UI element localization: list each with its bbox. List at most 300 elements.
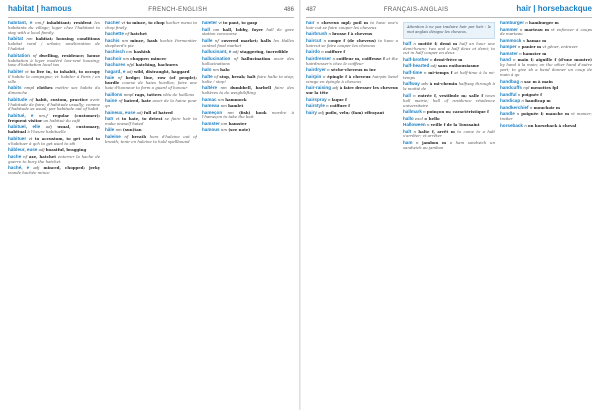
entry-example: habitation à loyer modéré low-rent housing; taxe d'habitation local tax [8,57,100,68]
entry-part-of-speech: excl [414,115,423,121]
dictionary-entry [500,93,592,98]
left-section-title: FRENCH-ENGLISH [148,7,208,13]
dictionary-entry [500,124,592,129]
right-page-number: 487 [306,7,317,13]
entry-translation: to hate, to detest [121,116,163,122]
entry-translation: halo [220,67,230,73]
entry-headword: handkerchief [500,104,529,110]
dictionary-entry [202,111,294,121]
entry-part-of-speech: nm [217,96,225,102]
entry-translation: halte f, arrêt m [418,128,455,134]
dictionary-entry [500,21,592,26]
entry-headword: half-hearted [403,63,430,69]
entry-part-of-speech: n [321,49,324,55]
entry-headword: hair-raising [306,85,332,91]
dictionary-entry [8,37,100,52]
dictionary-entry [306,39,398,49]
right-column-1 [306,21,398,407]
entry-headword: hairdryer [306,67,326,73]
entry-translation: sans enthousiasme [437,63,480,69]
dictionary-entry [105,111,197,116]
entry-part-of-speech: nfpl [126,62,135,68]
dictionary-entry [8,98,100,113]
left-column-3 [202,21,294,407]
entry-part-of-speech: nf [214,37,219,43]
entry-headword: hache [8,153,22,159]
entry-part-of-speech: nm [220,85,227,91]
dictionary-entry [202,68,294,73]
entry-headword: handicap [500,98,521,104]
entry-part-of-speech: adj [45,124,52,130]
dictionary-entry [306,57,398,67]
entry-translation: hatchet [130,31,147,37]
entry-part-of-speech: adj [232,49,239,55]
entry-part-of-speech: n [521,98,524,104]
entry-example: faire des haltères to do weightlifting [202,85,294,96]
entry-translation: inhabitant; resident [46,21,92,25]
entry-headword: hachisch [105,49,125,55]
entry-headword: Halloween [403,122,426,128]
dictionary-entry [500,39,592,44]
entry-headword: hâbleur, euse [8,147,38,153]
entry-part-of-speech: n [323,73,326,79]
entry-headword: hamper [500,44,517,50]
entry-example: by hand à la main; on the other hand d'autre part; to give sb a hand donner un coup de main à qn [500,62,592,78]
entry-headword: haie [105,75,115,81]
entry-translation: to pant, to gasp [223,21,258,25]
entry-translation: hashish [133,49,151,55]
dictionary-entry [105,76,197,91]
entry-translation: poignée f [521,91,542,97]
entry-example: il habite la campagne; vi: habiter à Paris / en ville [8,73,100,84]
entry-headword: hallucinant, e [202,49,232,55]
entry-part-of-speech: n [327,67,330,73]
entry-translation: chopper; mincer [130,55,167,61]
left-running-head [8,4,294,18]
entry-translation: dwelling, residence; house [39,52,100,58]
dictionary-entry [8,148,100,153]
entry-headword: haine [105,98,117,104]
entry-example: hairpin bend virage en épingle à cheveux [306,73,398,84]
entry-part-of-speech: adj [136,109,143,115]
entry-part-of-speech: nf [117,75,122,81]
entry-translation: veille f de la Toussaint [430,122,480,128]
entry-part-of-speech: adv [421,81,429,87]
entry-example: faire halte to stop; halte ! stop! [202,73,294,84]
dictionary-entry [500,58,592,78]
entry-headword: hairspray [306,96,327,102]
dictionary-entry [8,70,100,85]
right-column-3 [500,21,592,407]
entry-translation: stop, break; halt [219,73,256,79]
dictionary-entry [403,117,495,122]
right-columns [306,21,592,407]
entry-example: vt gêner, entraver [542,44,578,50]
entry-translation: = hello [424,115,440,121]
entry-translation: hamburger m [529,21,559,25]
entry-headword: handbag [500,78,520,84]
entry-headword: hamous [202,127,220,133]
entry-translation: sac m à main [524,78,553,84]
entry-headword: haleter [202,21,218,25]
entry-headword: habitué, e [8,112,34,118]
entry-headword: hallmark [403,109,422,115]
entry-headword: hamburger [500,21,524,25]
entry-example: à l'heure habituelle [27,129,66,135]
entry-part-of-speech: adj [332,85,339,91]
dictionary-entry [202,39,294,49]
dictionary-entry [202,86,294,96]
entry-part-of-speech: n [316,21,320,25]
entry-headword: habituel, elle [8,124,41,130]
entry-translation: mouchoir m [533,104,560,110]
entry-headword: hâle [105,127,115,133]
entry-translation: axe, hatchet [28,153,57,159]
entry-part-of-speech: n [327,96,331,102]
entry-translation: demi-frère m [433,56,463,62]
entry-part-of-speech: adj [126,68,133,74]
entry-translation: boastful, bragging [45,147,87,153]
dictionary-entry [8,86,100,96]
entry-part-of-speech: adj [430,63,437,69]
entry-part-of-speech: nm [126,49,133,55]
dictionary-entry [202,57,294,67]
entry-translation: full of hatred [143,109,173,115]
entry-example: half an hour une demi-heure; two and a half deux et demi; to cut in half couper en deux [403,40,495,56]
entry-translation: dumbbell, barbell [230,85,272,91]
dictionary-entry [105,21,197,31]
entry-example: hachis Parmentier shepherd's pie [105,37,197,48]
entry-part-of-speech: n [426,122,430,128]
entry-translation: panier m [521,44,542,50]
dictionary-entry [403,110,495,115]
entry-headword: hand [500,57,511,63]
entry-translation: (sun)tan [122,127,142,133]
right-section-title: FRANÇAIS-ANGLAIS [383,7,449,13]
entry-part-of-speech: vt [28,135,33,141]
entry-part-of-speech: nm [121,37,129,43]
entry-part-of-speech: nm [115,127,122,133]
entry-headword: habituer [8,135,27,141]
entry-part-of-speech: n [519,50,522,56]
entry-part-of-speech: adj [38,147,45,153]
entry-headword: hairdresser [306,55,332,61]
dictionary-entry [105,93,197,98]
dictionary-entry [202,98,294,103]
entry-part-of-speech: npl [523,85,530,91]
right-column-2-entries [403,42,495,151]
entry-headword: haltère [202,85,218,91]
entry-part-of-speech: nf [233,55,238,61]
dictionary-entry [306,50,398,55]
entry-headword: handcuffs [500,85,522,91]
dictionary-entry [306,68,398,73]
dictionary-entry [8,166,100,176]
entry-part-of-speech: nf [124,133,129,139]
entry-translation: hallucination [241,55,271,61]
entry-headword: hall [403,92,411,98]
dictionary-entry [105,128,197,133]
entry-translation: moitié f; demi m [418,40,458,46]
dictionary-entry [306,98,398,103]
dictionary-entry [105,99,197,109]
dictionary-entry [105,117,197,127]
entry-part-of-speech: nm [220,103,227,109]
entry-headword: hair [306,21,315,25]
entry-translation: hamlet [228,103,244,109]
entry-headword: ham [403,139,413,145]
dictionary-entry [105,39,197,49]
entry-translation: wild, distraught, haggard [133,68,190,74]
entry-part-of-speech: n [332,55,335,61]
dictionary-entry [500,106,592,111]
entry-part-of-speech: n [513,57,516,63]
entry-example: vt manier; traiter [500,111,592,122]
entry-translation: brosse f à cheveux [332,31,373,37]
dictionary-entry [500,80,592,85]
dictionary-entry [500,86,592,91]
entry-translation: hamster [228,120,247,126]
entry-translation: clothes [36,85,53,91]
entry-translation: coiffure f [325,49,346,55]
dictionary-entry [306,86,398,96]
entry-translation: regular (customer); frequent visitor [8,112,100,123]
entry-translation: habitat; housing conditions [35,36,100,42]
entry-example: mettre ses habits du dimanche [8,85,100,96]
entry-headword: hagard, e [105,68,126,74]
entry-translation: (fish) hook [238,109,267,115]
entry-part-of-speech: n [517,44,521,50]
right-guide-word: hair | horsebackque [516,4,592,13]
entry-example: to come to a halt s'arrêter; vt arrêter [403,128,495,139]
entry-headword: habitat [8,36,24,42]
entry-headword: halle [202,37,213,43]
entry-part-of-speech: vt [115,116,120,122]
entry-part-of-speech: n [525,21,528,25]
entry-headword: half [403,40,412,46]
entry-translation: rags, tatters [134,91,162,97]
entry-translation: to live in, to inhabit, to occupy [30,68,100,74]
entry-translation: jambon m [422,139,447,145]
entry-example: s'habituer à qch to get used to sth [8,140,76,146]
entry-part-of-speech: nm [221,120,228,126]
entry-translation: à mi-chemin [429,81,458,87]
entry-translation: épingle f à cheveux [327,73,371,79]
entry-translation: to mince, to chop [126,21,165,25]
entry-translation: à faire dresser les cheveux sur la tête [306,85,398,96]
entry-part-of-speech: nm [212,67,219,73]
entry-example: les Halles central food market [202,37,294,48]
dictionary-entry [8,21,100,36]
entry-translation: breath [131,133,147,139]
entry-example: viande hachée mince [8,170,50,175]
entry-headword: hairy [306,109,317,115]
entry-part-of-speech: n [413,40,416,46]
entry-headword: halt [403,128,412,134]
entry-translation: menottes fpl [530,85,559,91]
dictionary-entry [105,32,197,37]
dictionary-entry [403,71,495,81]
entry-example: avoir des hallucinations [202,55,294,66]
entry-example: un habitué du café [43,117,81,123]
entry-part-of-speech: nmpl [123,91,134,97]
entry-headword: hallo [403,115,414,121]
entry-part-of-speech: nmpl [24,85,35,91]
entry-example: town hall mairie; hall of residence résidence universitaire [403,92,495,108]
entry-part-of-speech: nf [214,73,219,79]
entry-part-of-speech: nm [26,36,33,42]
entry-translation: marteau m [524,26,549,32]
entry-headword: halfway [403,81,420,87]
dictionary-entry [8,114,100,124]
entry-example: habitat rural / urbain; amélioration de l'habitat [8,41,100,52]
usage-note-box [403,22,495,39]
entry-translation: entrée f, vestibule m; salle f [417,92,484,98]
entry-part-of-speech: n [529,104,533,110]
right-page [300,0,600,410]
entry-headword: hachette [105,31,124,37]
entry-headword: hameçon [202,109,223,115]
entry-headword: hamster [500,50,518,56]
dictionary-entry [403,82,495,92]
entry-translation: coiffure f [329,103,350,109]
dictionary-entry [8,137,100,147]
dictionary-entry [500,28,592,38]
entry-part-of-speech: n [516,111,520,117]
entry-headword: hachoir [105,55,122,61]
usage-note-text: Attention à ne pas traduire hair par haïr : le mot anglais désigne les cheveux. [407,25,491,34]
entry-headword: habiter [8,68,24,74]
entry-part-of-speech: n [416,139,419,145]
left-columns [8,21,294,407]
entry-translation: hall, lobby, foyer [222,26,264,32]
entry-headword: hacher [105,21,121,25]
entry-example: se faire haïr to make oneself hated [105,116,197,126]
entry-part-of-speech: vt [121,21,126,25]
entry-example: hacher menu to chop finely [105,21,197,30]
entry-translation: coupe f (de cheveux) [328,37,376,43]
entry-translation: covered market; halls [221,37,272,43]
entry-translation: mince, hash [130,37,158,43]
dictionary-entry [306,111,398,116]
entry-example: a ham sandwich un sandwich au jambon [403,139,495,150]
entry-headword: hachis [105,37,120,43]
entry-part-of-speech: nf [118,98,123,104]
dictionary-entry [105,70,197,75]
entry-translation: sèche-cheveux m inv [330,67,376,73]
entry-translation: hamster m [522,50,547,56]
entry-headword: hallucination [202,55,231,61]
entry-part-of-speech: n [326,103,329,109]
entry-headword: habitant, e [8,21,33,25]
entry-part-of-speech: n [413,128,417,134]
entry-part-of-speech: nf [23,153,28,159]
entry-part-of-speech: nm,f [35,21,44,25]
entry-headword: haillons [105,91,123,97]
entry-part-of-speech: nm,f [38,112,48,118]
entry-part-of-speech: n [430,56,433,62]
entry-part-of-speech: vi [218,21,222,25]
entry-headword: hairdo [306,49,321,55]
entry-translation: coiffeur m, coiffeuse f [336,55,385,61]
dictionary-entry [500,52,592,57]
dictionary-entry [500,112,592,122]
dictionary-entry [202,50,294,55]
entry-headword: habitude [8,96,28,102]
entry-headword: haïr [105,116,114,122]
dictionary-entry [8,155,100,165]
entry-headword: haineux, euse [105,109,136,115]
entry-example: to have one's hair cut se faire couper les cheveux [306,21,398,30]
entry-translation: handicap m [525,98,551,104]
dictionary-entry [403,42,495,57]
dictionary-entry [202,28,294,38]
entry-translation: on horseback à cheval [528,122,577,128]
dictionary-entry [403,123,495,128]
entry-headword: haleine [105,133,121,139]
entry-headword: hairstyle [306,103,325,109]
entry-part-of-speech: n [520,78,523,84]
entry-headword: halte [202,73,213,79]
dictionary-entry [202,104,294,109]
left-column-2 [105,21,197,407]
entry-part-of-speech: n [423,109,426,115]
entry-translation: mi-temps f [428,69,453,75]
entry-headword: horseback [500,122,523,128]
entry-translation: hammock [225,96,247,102]
entry-example: les habitants du village; loger chez l'habitant to stay with a local family [8,21,100,35]
dictionary-entry [403,58,495,63]
entry-headword: hachures [105,62,126,68]
dictionary-entry [500,45,592,50]
dictionary-entry [202,122,294,127]
entry-translation: hatred, hate [123,98,151,104]
entry-translation: poignée f; manche m [521,111,570,117]
entry-headword: half-brother [403,56,429,62]
entry-translation: staggering, incredible [239,49,289,55]
entry-translation: hedge; line, row (of people); hurdle [105,75,197,86]
entry-part-of-speech: adj [33,165,40,171]
entry-example: at half-time à la mi-temps [403,69,495,80]
entry-translation: (see note) [228,127,251,133]
dictionary-entry [306,32,398,37]
entry-headword: habitation [8,52,30,58]
entry-part-of-speech: nf [29,96,34,102]
dictionary-entry [500,99,592,104]
entry-example: vêtu de haillons [162,91,195,97]
entry-headword: hairpin [306,73,322,79]
entry-headword: hall [202,26,210,32]
entry-translation: minced, chopped; jerky [43,165,100,171]
entry-headword: hairbrush [306,31,328,37]
entry-headword: hameau [202,103,220,109]
entry-part-of-speech: n [323,37,326,43]
entry-translation: cheveux mpl; poil m [321,21,368,25]
entry-example: at the hairdresser's chez le coiffeur [306,55,398,66]
entry-part-of-speech: n [517,91,521,97]
entry-example: course de haies hurdles; faire une haie d'honneur to form a guard of honour [105,80,197,91]
dictionary-entry [8,125,100,135]
right-column-2 [403,21,495,407]
dictionary-entry [403,64,495,69]
dictionary-entry [403,94,495,109]
entry-translation: hamac m [526,37,547,43]
entry-part-of-speech: nm [213,26,220,32]
entry-translation: poinçon m; caractéristique f [426,109,489,115]
entry-example: vt enfoncer à coups de marteau [500,26,592,37]
entry-headword: hamster [202,120,220,126]
entry-part-of-speech: nf [32,52,37,58]
